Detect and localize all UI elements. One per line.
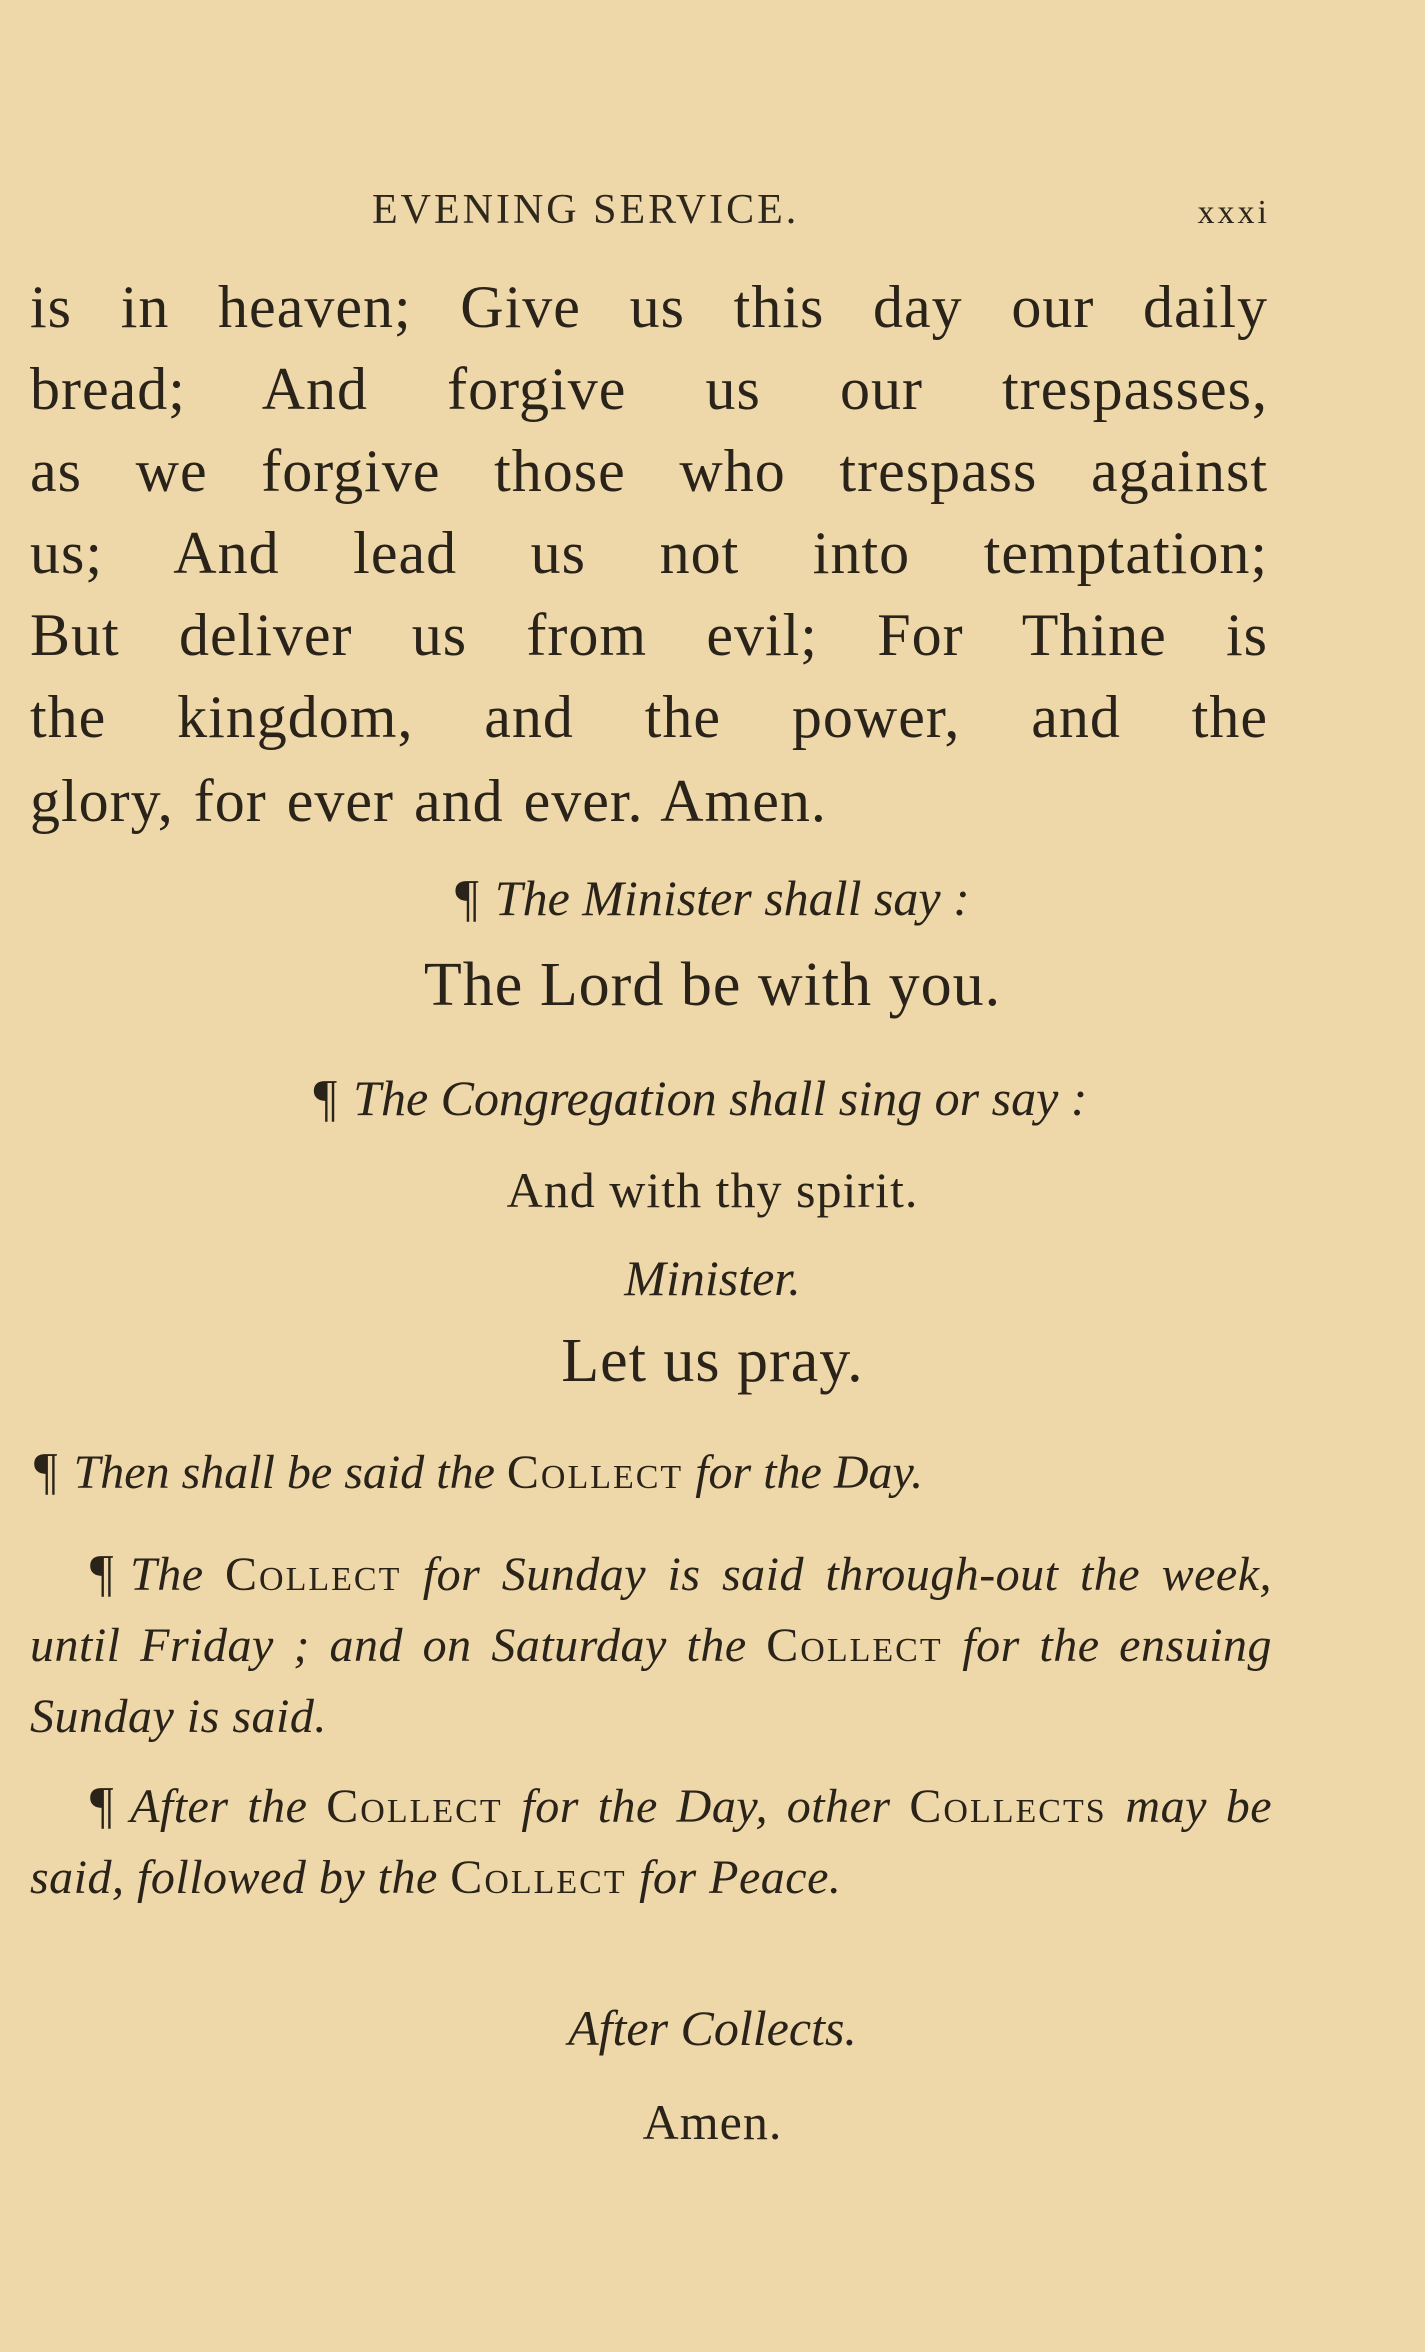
rubric-sunday-a: The (130, 1548, 204, 1601)
after-collects-heading: After Collects. (568, 2000, 857, 2056)
pilcrow-icon: ¶ (313, 1070, 338, 1127)
rubric-sunday-b: for Sunday is said through-out the week, until Friday ; and on Saturday the (30, 1548, 1272, 1672)
prayer-line-4: us; And lead us not into temptation; (30, 520, 1268, 586)
rubric-other-b: for the Day, other (521, 1780, 891, 1833)
rubric-minister-text: The Minister shall say : (494, 870, 970, 926)
rubric-collect-for-day (34, 1442, 1284, 1503)
rubric-collect-after: for the Day. (695, 1446, 924, 1499)
rubric-minister (0, 868, 1425, 929)
collects-small-caps: Collects (909, 1780, 1107, 1833)
amen: Amen. (642, 2094, 783, 2150)
rubric-congregation-text: The Congregation shall sing or say : (353, 1070, 1088, 1126)
pilcrow-icon: ¶ (90, 1777, 115, 1834)
response-and-with-thy-spirit: And with thy spirit. (506, 1162, 919, 1218)
rubric-other-a: After the (130, 1780, 308, 1833)
collect-small-caps: Collect (506, 1446, 684, 1499)
prayer-line-5: But deliver us from evil; For Thine is (30, 602, 1268, 668)
collect-small-caps: Collect (450, 1851, 627, 1904)
rubric-sunday-c: for the ensuing Sunday is said. (30, 1619, 1273, 1743)
prayer-line-6: the kingdom, and the power, and the (30, 684, 1268, 750)
rubric-congregation (0, 1068, 1413, 1129)
rubric-other-d: for Peace. (639, 1851, 842, 1904)
collect-small-caps: Collect (326, 1780, 503, 1833)
running-title: EVENING SERVICE. (372, 187, 800, 233)
running-header (0, 186, 1425, 246)
pilcrow-icon: ¶ (455, 870, 479, 927)
minister-label: Minister. (624, 1250, 801, 1306)
pilcrow-icon: ¶ (90, 1545, 115, 1602)
rubric-other-collects (30, 1770, 1272, 1913)
collect-small-caps: Collect (766, 1619, 943, 1672)
rubric-other-c: may be said, followed by the (30, 1780, 1272, 1904)
prayer-line-3: as we forgive those who trespass against (30, 438, 1268, 504)
rubric-sunday-collect (30, 1538, 1272, 1752)
collect-small-caps: Collect (225, 1548, 402, 1601)
versicle-let-us-pray: Let us pray. (561, 1327, 864, 1395)
prayer-line-1: is in heaven; Give us this day our daily (30, 274, 1268, 340)
rubric-collect-before: Then shall be said the (73, 1446, 495, 1499)
page-number: xxxi (1197, 194, 1270, 231)
prayer-line-2: bread; And forgive us our trespasses, (30, 356, 1268, 422)
pilcrow-icon: ¶ (34, 1443, 58, 1500)
prayer-line-7: glory, for ever and ever. Amen. (30, 768, 827, 834)
versicle-lord-be-with-you: The Lord be with you. (423, 951, 1002, 1019)
